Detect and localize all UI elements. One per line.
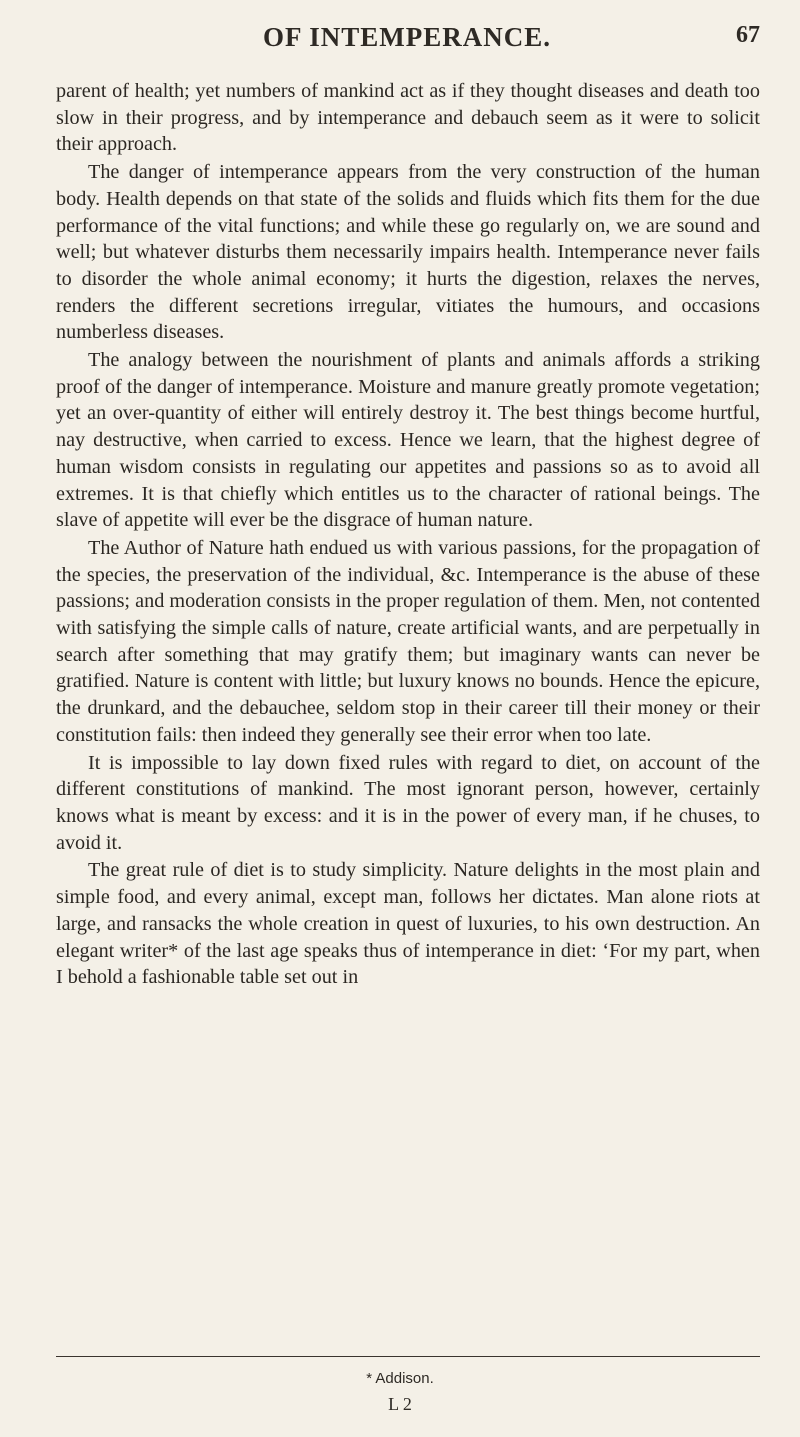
page-number: 67	[736, 22, 760, 48]
paragraph-continued: parent of health; yet numbers of mankind act as if they thought diseases and death too slow in their progress, and by intemperance and debauch seem as it were to solicit their approach.	[56, 80, 760, 156]
body-text	[56, 78, 760, 991]
running-head: OF INTEMPERANCE.	[262, 22, 551, 52]
page-header	[54, 22, 760, 62]
paragraph-danger-of-intemperance: The danger of intemperance appears from the very construction of the human body. Health depends on that state of the solids and fluids which fits them for the due performance of the vital functions; and while these go regularly on, we are sound and well; but whatever disturbs them necessarily impairs health. Intemperance never fails to disorder the whole animal economy; it hurts the digestion, relaxes the nerves, renders the different secretions irregular, vitiates the humours, and occasions numberless diseases.	[56, 161, 760, 344]
paragraph-rules-for-diet: It is impossible to lay down fixed rules with regard to diet, on account of the different constitutions of mankind. The most ignorant person, however, certainly knows what is meant by excess: and it is in the power of every man, if he chuses, to avoid it.	[56, 751, 760, 854]
signature-mark: L 2	[388, 1394, 412, 1414]
footnote-divider	[56, 1356, 760, 1357]
paragraph-rule-of-simplicity: The great rule of diet is to study simplicity. Nature delights in the most plain and simple food, and every animal, except man, follows her dictates. Man alone riots at large, and ransacks the whole creation in quest of luxuries, to his own destruction. An elegant writer* of the last age speaks thus of intemperance in diet: ‘For my part, when I behold a fashionable table set out in	[56, 859, 760, 989]
paragraph-author-of-nature: The Author of Nature hath endued us with various passions, for the propagation of the species, the preservation of the individual, &c. Intemperance is the abuse of these passions; and moderation consists in the proper regulation of them. Men, not contented with satisfying the simple calls of nature, create artificial wants, and are perpetually in search after something that may gratify them; but imaginary wants can never be gratified. Nature is content with little; but luxury knows no bounds. Hence the epicure, the drunkard, and the debauchee, seldom stop in their career till their money or their constitution fails: then indeed they generally see their error when too late.	[56, 536, 760, 746]
paragraph-analogy-plants-animals: The analogy between the nourishment of plants and animals affords a striking proof of the danger of intemperance. Moisture and manure greatly promote vegetation; yet an over-quantity of either will entirely destroy it. The best things become hurtful, nay destructive, when carried to excess. Hence we learn, that the highest degree of human wisdom consists in regulating our appetites and passions so as to avoid all extremes. It is that chiefly which entitles us to the character of rational beings. The slave of appetite will ever be the disgrace of human nature.	[56, 349, 760, 532]
footnote: * Addison.	[366, 1370, 434, 1387]
